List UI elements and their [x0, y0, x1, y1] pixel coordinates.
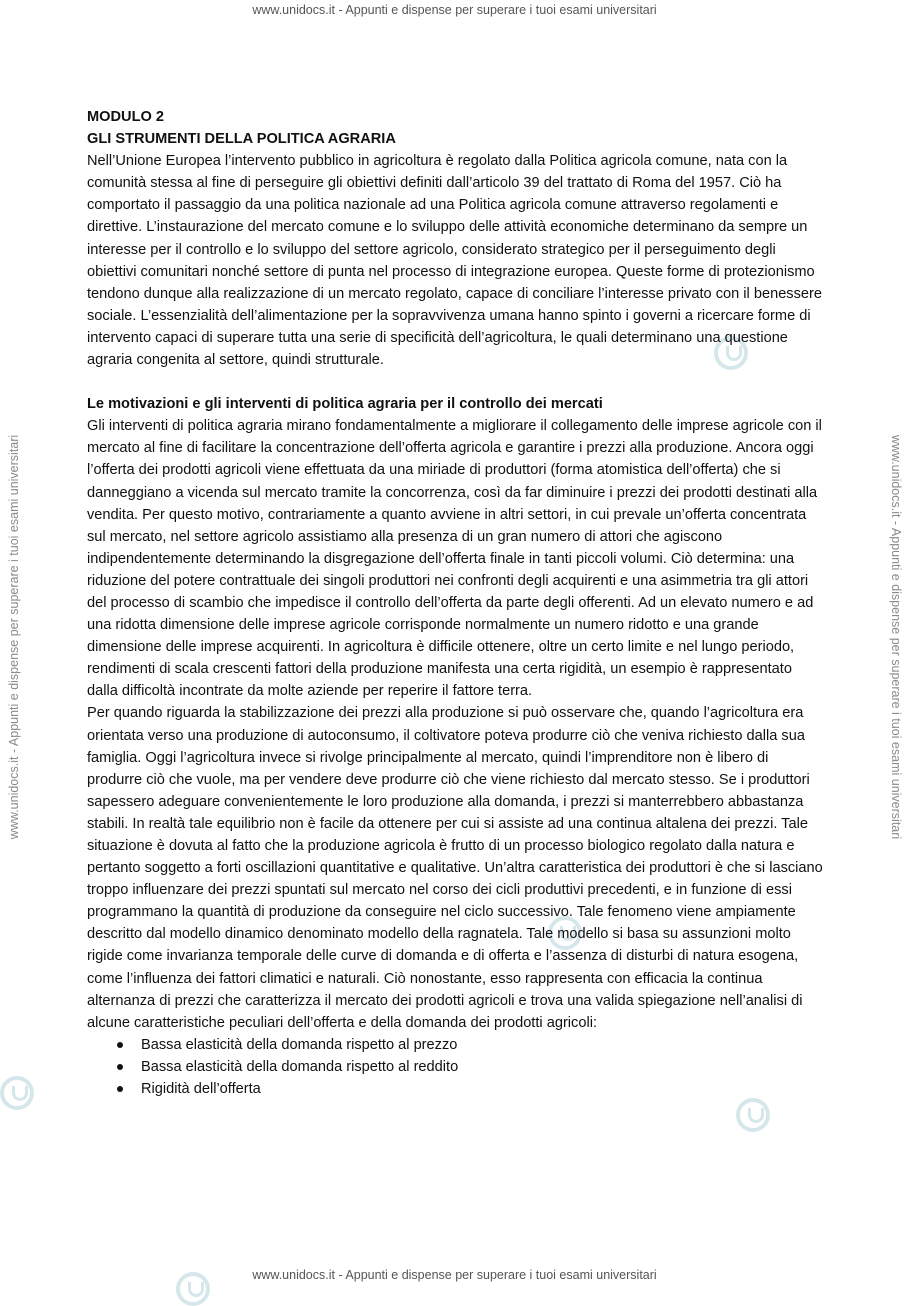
document-title: GLI STRUMENTI DELLA POLITICA AGRARIA [87, 131, 396, 148]
intro-paragraph: Nell’Unione Europea l’intervento pubblico in agricoltura è regolato dalla Politica agricola comune, nata con la comunità stessa al fine di perseguire gli obiettivi definiti dall’articolo 39 del trattato di Roma del 1957. Ciò ha comportato il passaggio da una politica nazionale ad una Politica agricola comune attraverso regolamenti e direttive. L’instaurazione del mercato comune e lo sviluppo delle attività economiche determinano da sempre un interesse per il controllo e lo sviluppo del settore agricolo, considerato strategico per il perseguimento degli obiettivi comunitari nonché settore di punta nel processo di integrazione europea. Queste forme di protezionismo tendono dunque alla realizzazione di un mercato regolato, capace di conciliare l’interesse privato con il benessere sociale. L’essenzialità dell’alimentazione per la sopravvivenza umana hanno spinto i governi a ricercare forme di intervento capaci di superare tutta una serie di specificità dell’agricoltura, le quali determinano una questione agraria congenita al settore, quindi strutturale. [87, 153, 822, 369]
watermark-logo-icon [736, 1098, 770, 1132]
watermark-logo-icon [0, 1076, 34, 1110]
bullet-item: Rigidità dell’offerta [87, 1078, 824, 1100]
body-paragraph-1: Gli interventi di politica agraria mirano fondamentalmente a migliorare il collegamento delle imprese agricole con il mercato al fine di facilitare la concentrazione dell’offerta agricola e garantire i prezzi alla produzione. Ancora oggi l’offerta dei prodotti agricoli viene effettuata da una miriade di produttori (forma atomistica dell’offerta) che si danneggiano a vicenda sul mercato tramite la concorrenza, così da far diminuire i prezzi dei prodotti destinati alla vendita. Per questo motivo, contrariamente a quanto avviene in altri settori, in cui prevale un’offerta concentrata sul mercato, nel settore agricolo assistiamo alla presenza di un gran numero di attori che agiscono indipendentemente determinando la disgregazione dell’offerta finale in tanti piccoli volumi. Ciò determina: una riduzione del potere contrattuale dei singoli produttori nei confronti degli acquirenti e una asimmetria tra gli attori del processo di scambio che impedisce il controllo dell’offerta da parte degli offerenti. Ad un elevato numero e ad una ridotta dimensione delle imprese agricole corrisponde normalmente un numero ridotto e una grande dimensione delle imprese acquirenti. In agricoltura è difficile ottenere, oltre un certo limite e nel lungo periodo, rendimenti di scala crescenti fattori della produzione manifesta una certa rigidità, un esempio è rappresentato dalla difficoltà incontrate da molte aziende per reperire il fattore terra. [87, 418, 822, 700]
bullet-item: Bassa elasticità della domanda rispetto al prezzo [87, 1034, 824, 1056]
document-body [87, 106, 824, 1100]
watermark-top: www.unidocs.it - Appunti e dispense per superare i tuoi esami universitari [252, 3, 657, 17]
paragraph-spacer [87, 371, 824, 393]
body-paragraph-2: Per quando riguarda la stabilizzazione dei prezzi alla produzione si può osservare che, quando l’agricoltura era orientata verso una produzione di autoconsumo, il coltivatore poteva produrre ciò che veniva richiesto dalla sua famiglia. Oggi l’agricoltura invece si rivolge principalmente al mercato, quindi l’imprenditore non è libero di produrre ciò che vuole, ma per vendere deve produrre ciò che viene richiesto dal mercato stesso. Se i produttori sapessero adeguare convenientemente le loro produzione alla domanda, i prezzi si manterrebbero abbastanza stabili. In realtà tale equilibrio non è facile da ottenere per cui si assiste ad una continua altalena dei prezzi. Tale situazione è dovuta al fatto che la produzione agricola è frutto di un processo biologico regolato dalla natura e pertanto soggetto a forti oscillazioni quantitative e qualitative. Un’altra caratteristica dei produttori è che si lasciano troppo influenzare dei prezzi spuntati sul mercato nel corso dei cicli produttivi precedenti, e in funzione di essi programmano la quantità di produzione da conseguire nel ciclo successivo. Tale fenomeno viene ampiamente descritto dal modello dinamico denominato modello della ragnatela. Tale modello si basa su assunzioni molto rigide come invarianza temporale delle curve di domanda e di offerta e l’assenza di disturbi di natura esogena, come l’influenza dei fattori climatici e naturali. Ciò nonostante, esso rappresenta con efficacia la continua alternanza di prezzi che caratterizza il mercato dei prodotti agricoli e trova una valida spiegazione nell’analisi di alcune caratteristiche peculiari dell’offerta e della domanda dei prodotti agricoli: [87, 705, 823, 1031]
bullet-item: Bassa elasticità della domanda rispetto al reddito [87, 1056, 824, 1078]
watermark-left: www.unidocs.it - Appunti e dispense per superare i tuoi esami universitari [7, 434, 21, 840]
section-heading: Le motivazioni e gli interventi di politica agraria per il controllo dei mercati [87, 396, 603, 413]
module-label: MODULO 2 [87, 109, 165, 125]
watermark-right: www.unidocs.it - Appunti e dispense per superare i tuoi esami universitari [889, 434, 903, 840]
bullet-list [87, 1034, 824, 1100]
watermark-bottom: www.unidocs.it - Appunti e dispense per superare i tuoi esami universitari [252, 1268, 657, 1282]
